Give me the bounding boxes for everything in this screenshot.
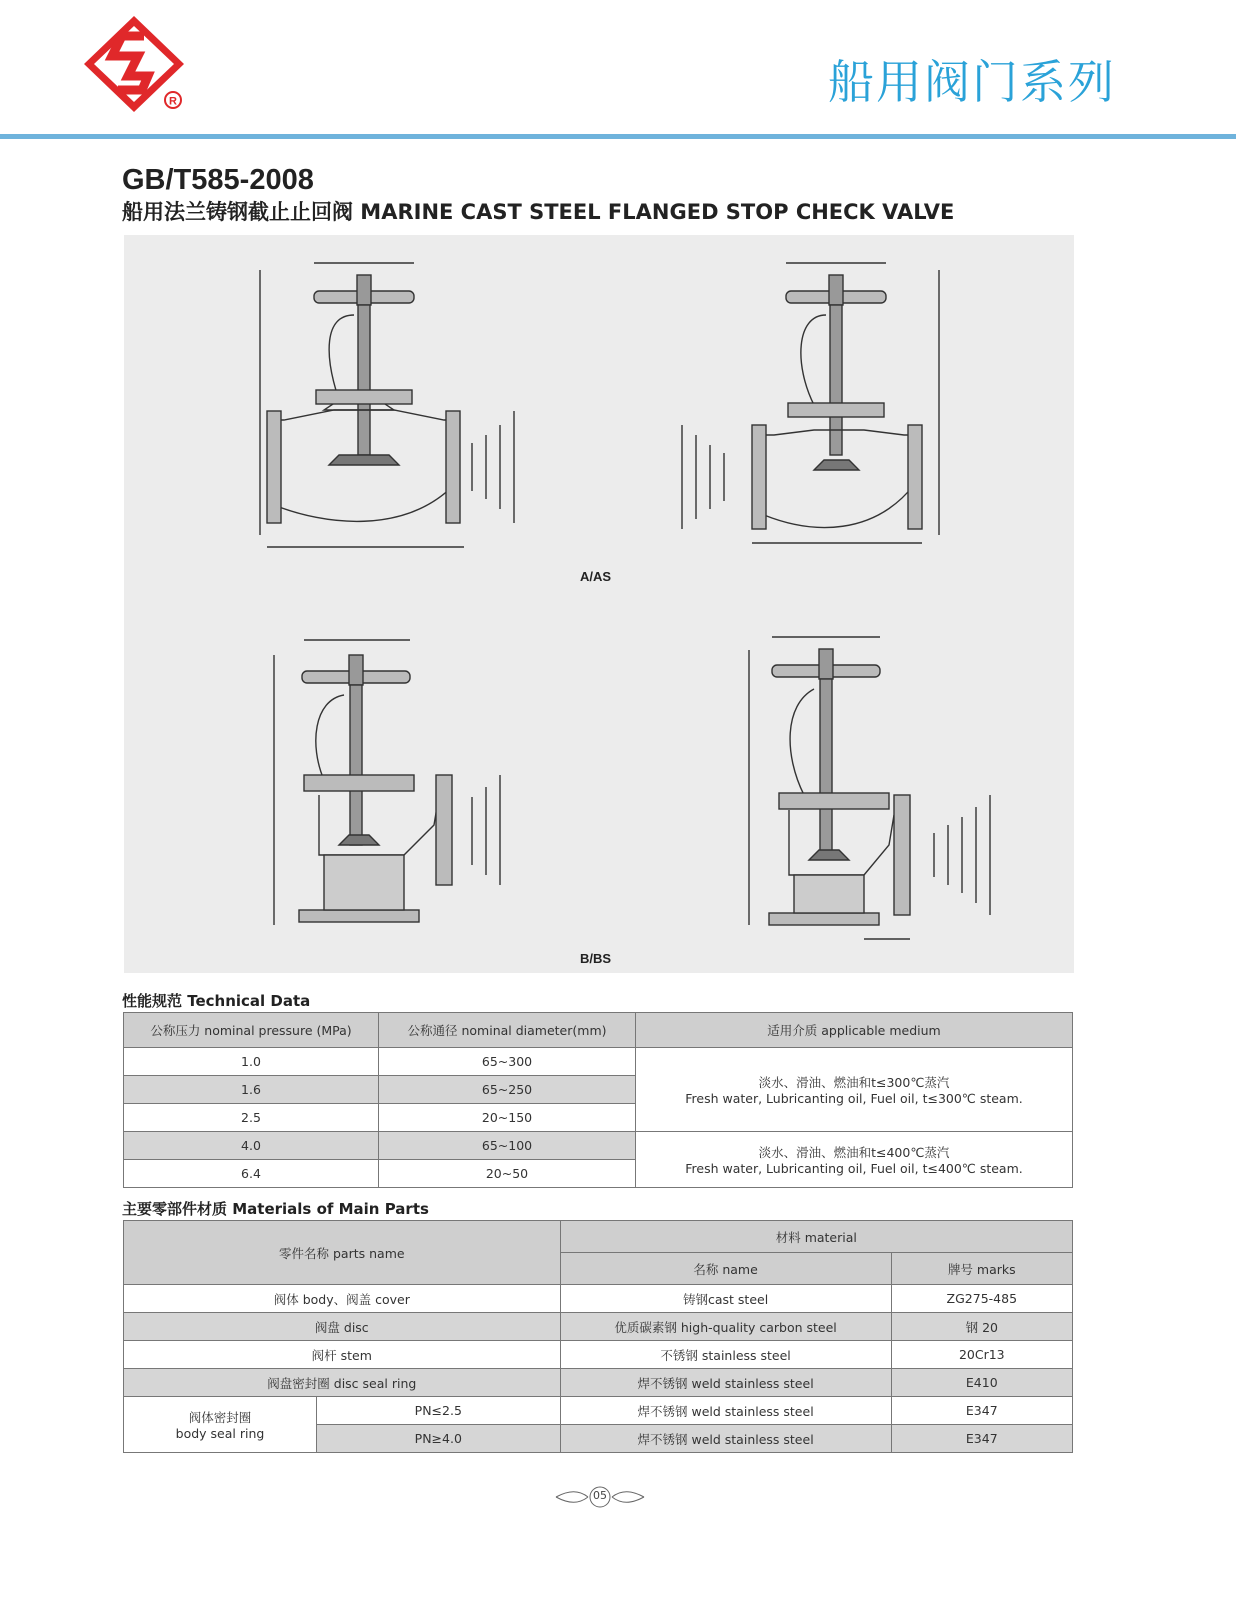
seal-part-en: body seal ring: [175, 1426, 265, 1441]
company-logo: [82, 14, 190, 114]
standard-number: GB/T585-2008: [122, 164, 314, 196]
valve-drawing-panel: [124, 235, 1074, 973]
table-row: [124, 1313, 1073, 1341]
mark-cell: E410: [891, 1369, 1072, 1397]
valve-drawings: [124, 235, 1074, 973]
pressure-cell: 4.0: [124, 1132, 379, 1160]
technical-data-title: 性能规范 Technical Data: [122, 992, 311, 1010]
header-name: 名称 name: [560, 1253, 891, 1285]
header-marks: 牌号 marks: [891, 1253, 1072, 1285]
diameter-cell: 20~150: [379, 1104, 636, 1132]
materials-table: [123, 1220, 1073, 1453]
name-cell: 焊不锈钢 weld stainless steel: [560, 1369, 891, 1397]
pn-cell: PN≤2.5: [317, 1397, 561, 1425]
seal-part-cell: [124, 1397, 317, 1453]
medium-2-cn: 淡水、滑油、燃油和t≤400℃蒸汽: [758, 1145, 950, 1160]
table-row: [124, 1132, 1073, 1160]
pressure-cell: 2.5: [124, 1104, 379, 1132]
medium-1-en: Fresh water, Lubricanting oil, Fuel oil, t≤300℃ steam.: [685, 1091, 1023, 1106]
part-cell: 阀杆 stem: [124, 1341, 561, 1369]
valve-a-drawing-right: [682, 263, 939, 543]
name-cell: 不锈钢 stainless steel: [560, 1341, 891, 1369]
medium-1-cn: 淡水、滑油、燃油和t≤300℃蒸汽: [758, 1075, 950, 1090]
drawing-label-a: A/AS: [580, 569, 612, 584]
mark-cell: E347: [891, 1397, 1072, 1425]
mark-cell: ZG275-485: [891, 1285, 1072, 1313]
pressure-cell: 1.0: [124, 1048, 379, 1076]
valve-b-drawing-right: [749, 637, 990, 939]
table-row: [124, 1397, 1073, 1425]
medium-cell-1: [636, 1048, 1073, 1132]
mark-cell: E347: [891, 1425, 1072, 1453]
seal-part-cn: 阀体密封圈: [188, 1410, 252, 1425]
table-row: [124, 1285, 1073, 1313]
part-cell: 阀盘 disc: [124, 1313, 561, 1341]
page-number-badge: [554, 1486, 646, 1508]
header-medium: 适用介质 applicable medium: [636, 1013, 1073, 1048]
valve-b-drawing-left: [274, 640, 500, 925]
pressure-cell: 6.4: [124, 1160, 379, 1188]
medium-cell-2: [636, 1132, 1073, 1188]
valve-a-drawing-left: [260, 263, 514, 547]
pn-cell: PN≥4.0: [317, 1425, 561, 1453]
materials-title: 主要零部件材质 Materials of Main Parts: [122, 1200, 429, 1218]
table-row: [124, 1369, 1073, 1397]
part-cell: 阀盘密封圈 disc seal ring: [124, 1369, 561, 1397]
technical-data-table: [123, 1012, 1073, 1188]
part-cell: 阀体 body、阀盖 cover: [124, 1285, 561, 1313]
drawing-label-b: B/BS: [580, 951, 612, 966]
diameter-cell: 65~250: [379, 1076, 636, 1104]
materials-header-row: [124, 1221, 1073, 1253]
diameter-cell: 20~50: [379, 1160, 636, 1188]
product-title: 船用法兰铸钢截止止回阀 MARINE CAST STEEL FLANGED STOP CHECK VALVE: [122, 200, 955, 224]
diameter-cell: 65~100: [379, 1132, 636, 1160]
pressure-cell: 1.6: [124, 1076, 379, 1104]
svg-text:R: R: [169, 95, 177, 108]
table-row: [124, 1048, 1073, 1076]
diameter-cell: 65~300: [379, 1048, 636, 1076]
name-cell: 焊不锈钢 weld stainless steel: [560, 1425, 891, 1453]
header-diameter: 公称通径 nominal diameter(mm): [379, 1013, 636, 1048]
series-title: 船用阀门系列: [828, 55, 1116, 109]
name-cell: 焊不锈钢 weld stainless steel: [560, 1397, 891, 1425]
table-row: [124, 1341, 1073, 1369]
technical-header-row: [124, 1013, 1073, 1048]
mark-cell: 钢 20: [891, 1313, 1072, 1341]
page-number: 05: [593, 1489, 607, 1502]
header-rule: [0, 134, 1236, 139]
header-material: 材料 material: [560, 1221, 1072, 1253]
name-cell: 铸钢cast steel: [560, 1285, 891, 1313]
medium-2-en: Fresh water, Lubricanting oil, Fuel oil, t≤400℃ steam.: [685, 1161, 1023, 1176]
header-pressure: 公称压力 nominal pressure (MPa): [124, 1013, 379, 1048]
mark-cell: 20Cr13: [891, 1341, 1072, 1369]
name-cell: 优质碳素钢 high-quality carbon steel: [560, 1313, 891, 1341]
header-parts-name: 零件名称 parts name: [124, 1221, 561, 1285]
